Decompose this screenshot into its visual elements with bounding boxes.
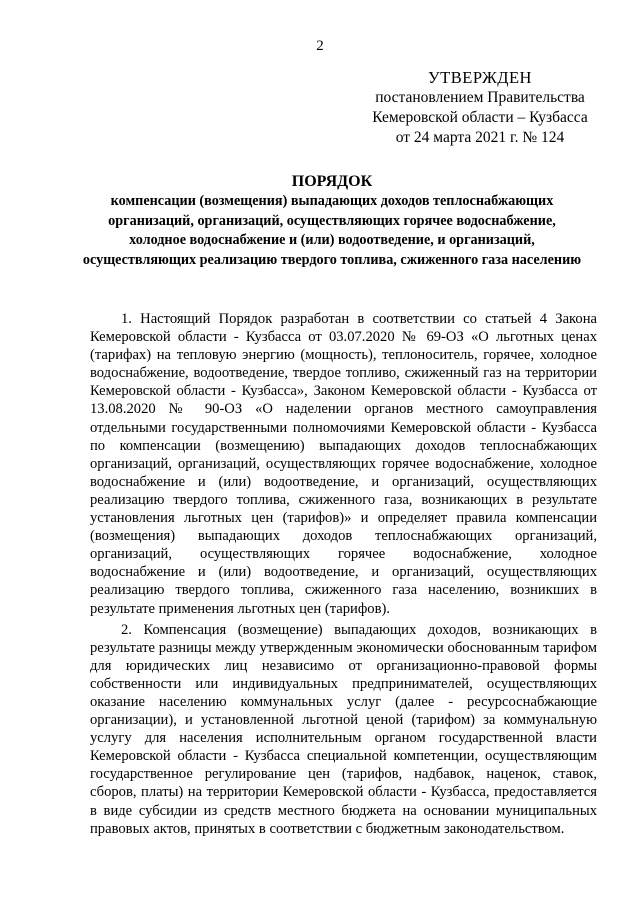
- document-subtitle: компенсации (возмещения) выпадающих доходов теплоснабжающих организаций, организаций, осуществляющих горячее водоснабжение, холодное водоснабжение и (или) водоотведение, и организаций, осуществляющих реализацию твердого топлива, сжиженного газа населению: [82, 193, 582, 268]
- approval-date: от 24 марта 2021 г. № 124: [395, 129, 565, 146]
- document-title: ПОРЯДОК: [291, 173, 373, 190]
- paragraph-1: 1. Настоящий Порядок разработан в соответствии со статьей 4 Закона Кемеровской области - Кузбасса от 03.07.2020 № 69-ОЗ «О льготных ценах (тарифах) на тепловую энергию (мощность), теплоноситель, горячее, холодное водоснабжение, водоотведение, твердое топливо, сжиженный газ на территории Кемеровской области - Кузбасса», Законом Кемеровской области - Кузбасса от 13.08.2020 № 90-ОЗ «О наделении органов местного самоуправления отдельными государственными полномочиями Кемеровской области - Кузбасса по компенсации (возмещению) выпадающих доходов теплоснабжающих организаций, организаций, осуществляющих горячее водоснабжение, холодное водоснабжение и (или) водоотведение, и организаций, осуществляющих реализацию твердого топлива, сжиженного газа, возникающих в результате установления льготных цен (тарифов)» и определяет правила компенсации (возмещения) выпадающих доходов теплоснабжающих организаций, организаций, осуществляющих горячее водоснабжение, холодное водоснабжение и (или) водоотведение, и организаций, осуществляющих реализацию твердого топлива, сжиженного газа населению, возникших в результате применения льготных цен (тарифов).: [90, 311, 597, 617]
- title-block: [80, 172, 584, 270]
- document-body: [90, 310, 597, 838]
- approval-heading: УТВЕРЖДЕН: [428, 68, 532, 87]
- approval-stamp: [360, 68, 600, 148]
- approval-line: постановлением Правительства: [375, 89, 585, 106]
- page-number: 2: [316, 38, 324, 54]
- paragraph-2: 2. Компенсация (возмещение) выпадающих доходов, возникающих в результате разницы между утвержденным экономически обоснованным тарифом для юридических лиц независимо от организационно-правовой формы собственности или индивидуальных предпринимателей, осуществляющих оказание населению коммунальных услуг (далее - ресурсоснабжающие организации), и установленной льготной ценой (тарифом) за коммунальную услугу для населения исполнительным органом государственной власти Кемеровской области - Кузбасса специальной компетенции, осуществляющим государственное регулирование цен (тарифов, надбавок, наценок, ставок, сборов, платы) на территории Кемеровской области - Кузбасса, предоставляется в виде субсидии из средств местного бюджета на основании муниципальных правовых актов, принятых в соответствии с бюджетным законодательством.: [90, 621, 597, 837]
- approval-line: Кемеровской области – Кузбасса: [372, 109, 588, 126]
